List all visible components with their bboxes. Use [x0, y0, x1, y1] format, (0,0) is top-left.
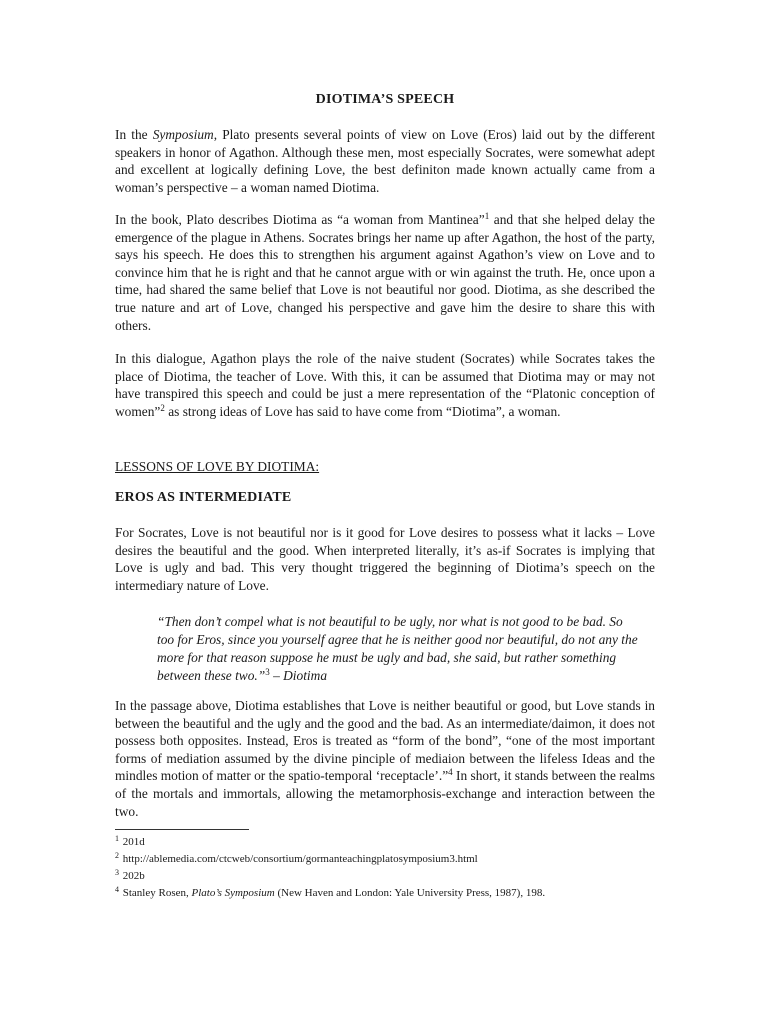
footnote-item — [115, 834, 655, 851]
footnote-link[interactable]: http://ablemedia.com/ctcweb/consortium/gormanteachingplatosymposium3.html — [122, 853, 478, 865]
quote-text: “Then don’t compel what is not beautiful to be ugly, nor what is not good to be bad. So too for Eros, since you yourself agree that he is neither good nor beautiful, do not any the more for that reason suppose he must be ugly and bad, she said, but rather something between these two.” — [157, 614, 638, 683]
paragraph-passage-text-b: In short, it stands between the realms of the mortals and immortals, allowing the metamorphosis-exchange and interaction between the two. — [115, 768, 655, 819]
footnote-book-title: Plato’s Symposium — [191, 887, 275, 899]
footnote-item — [115, 851, 655, 868]
footnote-ref-4[interactable]: 4 — [448, 767, 453, 778]
eros-heading: EROS AS INTERMEDIATE — [115, 490, 292, 505]
paragraph-diotima-description — [115, 211, 655, 334]
paragraph-diotima-text-a: In the book, Plato describes Diotima as “a woman from Mantinea” — [115, 212, 485, 227]
paragraph-socrates: For Socrates, Love is not beautiful nor is it good for Love desires to possess what it lacks – Love desires the beautiful and the good. When interpreted literally, it’s as-if Socrates is implying that Love is ugly and bad. This very thought triggered the beginning of Diotima’s speech on the intermediary nature of Love. — [115, 525, 655, 593]
symposium-title: Symposium — [152, 127, 214, 142]
footnote-text: 201d — [122, 836, 145, 848]
paragraph-passage — [115, 697, 655, 820]
footnote-divider — [115, 829, 249, 830]
paragraph-passage-text-a: In the passage above, Diotima establishes that Love is neither beautiful or good, but Love stands in between the beautiful and the ugly and the good and the bad. As an intermediate/daimon, it does not possess both opposites. Instead, Eros is treated as “form of the bond”, “one of the most important forms of mediation assumed by the divine pinciple of mediaion between the lifeless Ideas and the mindles motion of matter or the spatio-temporal ‘receptacle’.” — [115, 698, 655, 784]
footnote-ref-1[interactable]: 1 — [484, 211, 490, 221]
footnote-number: 3 — [115, 868, 119, 877]
footnote-ref-3[interactable]: 3 — [265, 667, 270, 677]
page-title: DIOTIMA’S SPEECH — [315, 92, 455, 107]
paragraph-dialogue-text-a: In this dialogue, Agathon plays the role of the naive student (Socrates) while Socrates takes the place of Diotima, the teacher of Love. With this, it can be assumed that Diotima may or may not have transpired this speech and could be just a mere representation of the “Platonic conception of women” — [115, 351, 655, 419]
footnote-ref-2[interactable]: 2 — [160, 402, 165, 413]
footnote-number: 1 — [115, 834, 119, 843]
paragraph-intro-text-a: In the — [115, 127, 153, 142]
footnotes-list — [115, 834, 655, 902]
footnote-item — [115, 868, 655, 885]
diotima-quote — [157, 613, 640, 685]
footnote-number: 2 — [115, 851, 119, 860]
footnote-item — [115, 885, 655, 902]
paragraph-intro — [115, 126, 655, 196]
footnote-text-pre: Stanley Rosen, — [122, 887, 192, 899]
paragraph-intro-text-c: , Plato presents several points of view on Love (Eros) laid out by the different speakers in honor of Agathon. Although these men, most especially Socrates, were somewhat adept and excellent at logically defining Love, the best definiton made known actually came from a woman’s perspective – a woman named Diotima. — [115, 127, 655, 195]
paragraph-dialogue — [115, 350, 655, 420]
footnote-text: 202b — [122, 870, 145, 882]
paragraph-diotima-text-b: and that she helped delay the emergence of the plague in Athens. Socrates brings her name up after Agathon, the host of the party, says his speech. He does this to strengthen his argument against Agathon’s view on Love and to convince him that he is right and that he cannot argue with or win against the truth. He, once upon a time, had shared the same belief that Love is not beautiful nor good. Diotima, as she described the true nature and art of Love, changed his perspective and gave him the desire to share this with others. — [115, 212, 656, 333]
paragraph-dialogue-text-b: as strong ideas of Love has said to have come from “Diotima”, a woman. — [164, 403, 561, 419]
footnote-number: 4 — [115, 885, 119, 894]
quote-attribution: – Diotima — [269, 668, 328, 683]
footnote-text-post: (New Haven and London: Yale University Press, 1987), 198. — [274, 887, 546, 899]
lessons-heading: LESSONS OF LOVE BY DIOTIMA: — [115, 459, 320, 474]
